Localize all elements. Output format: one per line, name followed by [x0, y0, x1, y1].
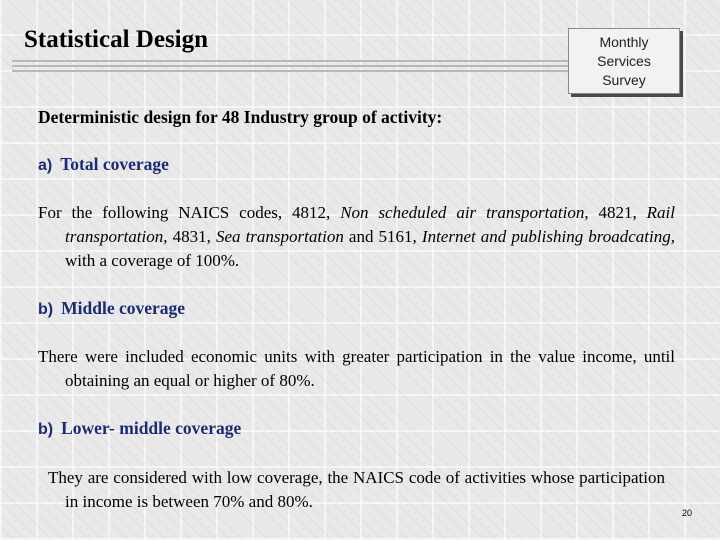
badge-line: Services: [597, 52, 651, 69]
middle-coverage-paragraph: There were included economic units with greater participation in the value income, until obtaining an equal or higher of 80%.: [38, 347, 675, 390]
paragraph-italic: Non scheduled air transportation: [340, 203, 585, 222]
paragraph-italic: Sea transportation: [215, 227, 344, 246]
survey-badge: [568, 28, 680, 94]
lower-middle-coverage-paragraph: They are considered with low coverage, the NAICS code of activities whose participation in income is between 70% and 80%.: [48, 468, 665, 511]
item-label-text: Total coverage: [60, 154, 169, 174]
paragraph-italic: Internet and publishing broadcating: [421, 227, 671, 246]
item-label-lower-middle-coverage: [38, 418, 241, 439]
paragraph-text: and 5161,: [343, 227, 422, 246]
paragraph-text: , 4831,: [163, 227, 216, 246]
item-marker: a): [38, 157, 53, 174]
item-marker: b): [38, 301, 54, 318]
page-number: 20: [682, 508, 693, 518]
badge-line: Monthly: [599, 33, 649, 50]
item-label-text: Middle coverage: [61, 298, 186, 318]
item-label-text: Lower- middle coverage: [61, 418, 242, 438]
paragraph-text: , with a coverage of 100%.: [65, 227, 676, 270]
item-label-middle-coverage: [38, 298, 185, 319]
section-heading: Deterministic design for 48 Industry group of activity:: [38, 107, 443, 127]
title-underline: [12, 60, 572, 75]
paragraph-italic: Rail transportation: [65, 203, 675, 246]
slide-title: Statistical Design: [24, 26, 209, 53]
paragraph-text: For the following NAICS codes, 4812,: [38, 203, 341, 222]
total-coverage-paragraph: [38, 201, 675, 273]
paragraph-text: , 4821,: [584, 203, 647, 222]
item-label-total-coverage: [38, 154, 169, 175]
item-marker: b): [38, 421, 54, 438]
badge-line: Survey: [602, 71, 646, 88]
